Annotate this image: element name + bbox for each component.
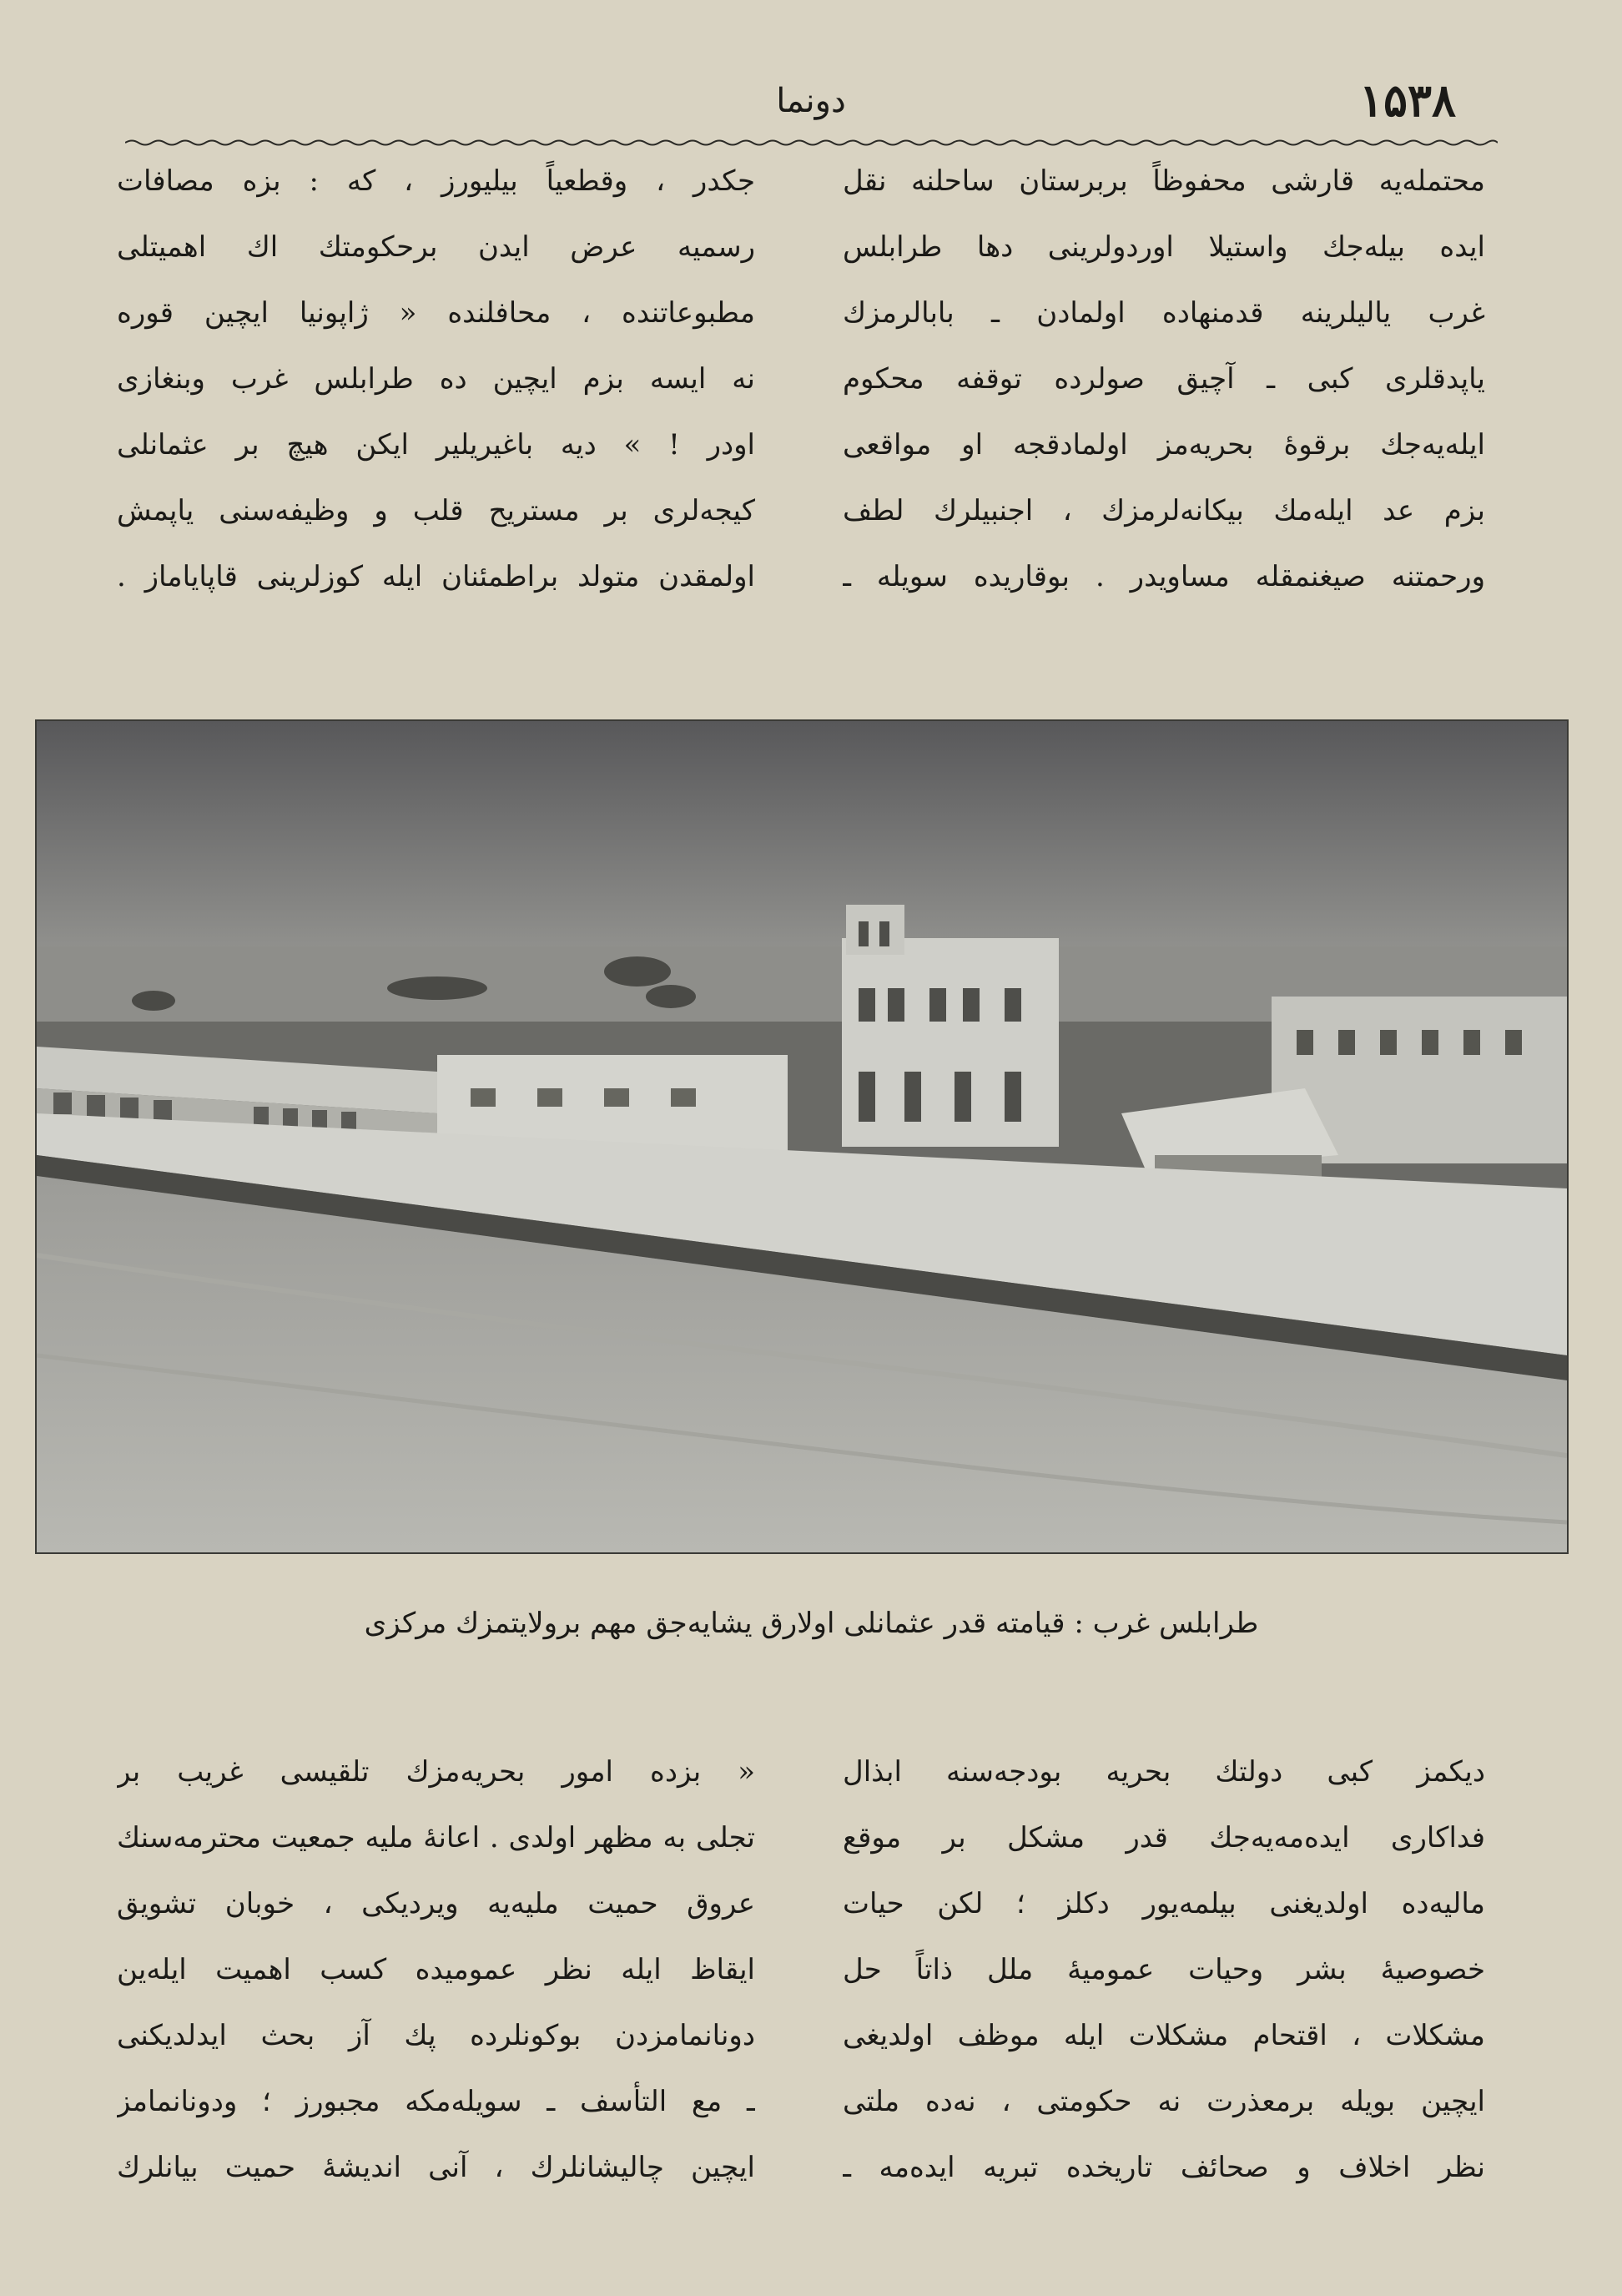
- text-line: ورحمتنه صیغنمقله مساویدر . بوقاریده سویله ـ: [843, 560, 1485, 593]
- text-line: اودر ! » دیه باغیریلیر ایكن هیچ بر عثمانلی: [117, 428, 755, 462]
- text-line: مالیه‌ده اولدیغنی بیلمه‌یور دكلز ؛ لكن حیات: [843, 1887, 1485, 1920]
- bottom-left-column: [117, 1739, 755, 2201]
- text-line: جكدر ، وقطعیاً بیلیورز ، كه : بزه مصافات: [117, 164, 755, 198]
- text-line: خصوصیۀ بشر وحیات عمومیۀ ملل ذاتاً حل: [843, 1953, 1485, 1986]
- text-line: « بزده امور بحریه‌مزك تلقیسی غریب بر: [117, 1755, 755, 1789]
- text-line: عروق حمیت ملیه‌یه ویردیكی ، خوبان تشویق: [117, 1887, 755, 1920]
- text-line: دونانمامزدن بوكونلرده پك آز بحث ایدلدیكنی: [117, 2019, 755, 2052]
- text-line: نه ایسه بزم ایچین ده طرابلس غرب وبنغازی: [117, 362, 755, 396]
- running-title: دونما: [776, 82, 846, 120]
- header-rule: [125, 139, 1498, 147]
- text-line: بزم عد ایله‌مك بیكانه‌لرمزك ، اجنبیلرك لطف: [843, 494, 1485, 527]
- bottom-right-column: [843, 1739, 1485, 2201]
- top-left-column: [117, 149, 755, 610]
- harbor-photograph: [35, 719, 1569, 1554]
- text-line: ایچین چالیشانلرك ، آنی اندیشۀ حمیت بیانلرك: [117, 2151, 755, 2184]
- text-line: نظر اخلاف و صحائف تاریخده تبریه ایده‌مه ـ: [843, 2151, 1485, 2184]
- text-line: تجلی به مظهر اولدی . اعانۀ ملیه جمعیت محترمه‌سنك: [117, 1821, 755, 1854]
- text-line: مطبوعاتنده ، محافلنده « ژاپونیا ایچین قوره: [117, 296, 755, 330]
- text-line: ـ مع التأسف ـ سویله‌مكه مجبورز ؛ ودونانمامز: [117, 2085, 755, 2118]
- text-line: رسمیه عرض ایدن برحكومتك اك اهمیتلی: [117, 230, 755, 264]
- text-line: ایقاظ ایله نظر عمومیده كسب اهمیت ایله‌ین: [117, 1953, 755, 1986]
- photo-caption: طرابلس غرب : قیامته قدر عثمانلی اولارق یشایه‌جق مهم برولایتمزك مركزی: [364, 1607, 1259, 1640]
- text-line: محتمله‌یه قارشی محفوظاً بربرستان ساحلنه نقل: [843, 164, 1485, 198]
- text-line: دیكمز كبی دولتك بحریه بودجه‌سنه ابذال: [843, 1755, 1485, 1789]
- text-line: ایله‌یه‌جك برقوۀ بحریه‌مز اولمادقجه او مواقعی: [843, 428, 1485, 462]
- text-line: ایده بیله‌جك واستیلا اوردولرینی دها طرابلس: [843, 230, 1485, 264]
- text-line: اولمقدن متولد براطمئنان ایله كوزلرینی قاپایاماز .: [117, 560, 755, 593]
- text-line: مشكلات ، اقتحام مشكلات ایله موظف اولدیغی: [843, 2019, 1485, 2052]
- top-right-column: [843, 149, 1485, 610]
- page-number: ۱۵۳۸: [1358, 73, 1456, 127]
- text-line: غرب یالیلرینه قدمنهاده اولمادن ـ بابالرمزك: [843, 296, 1485, 330]
- text-line: فداكاری ایده‌مه‌یه‌جك قدر مشكل بر موقع: [843, 1821, 1485, 1854]
- text-line: ایچین بویله برمعذرت نه حكومتی ، نه‌ده ملتی: [843, 2085, 1485, 2118]
- text-line: كیجه‌لری بر مستریح قلب و وظیفه‌سنی یاپمش: [117, 494, 755, 527]
- text-line: یاپدقلری كبی ـ آچیق صولرده توقفه محكوم: [843, 362, 1485, 396]
